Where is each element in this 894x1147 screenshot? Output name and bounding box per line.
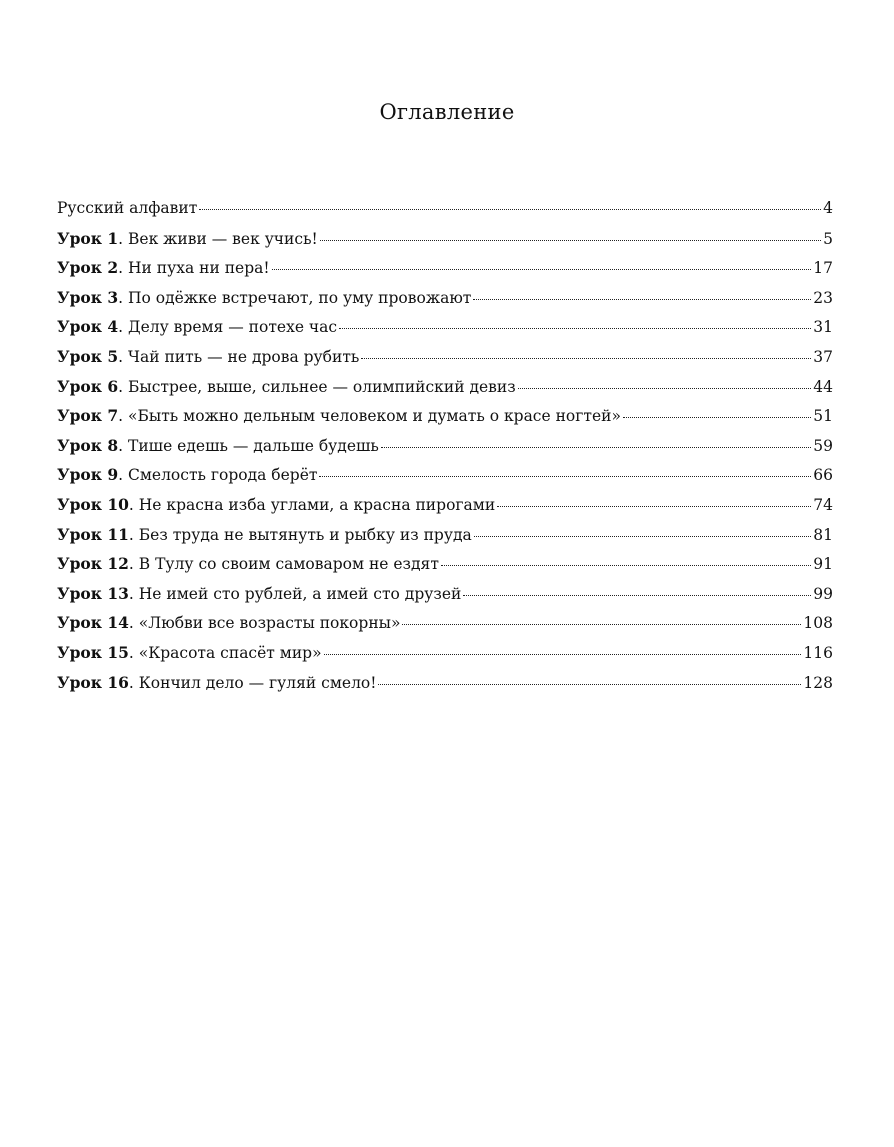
- lesson-number: Урок 4: [57, 317, 119, 337]
- toc-entry-title: Век живи — век учись!: [128, 229, 318, 248]
- toc-entry-label: [57, 199, 197, 217]
- table-of-contents: [57, 199, 833, 702]
- lesson-number-separator: .: [118, 407, 128, 426]
- toc-entry-title: Не красна изба углами, а красна пирогами: [138, 495, 496, 514]
- page-number: 91: [813, 555, 833, 574]
- toc-entry[interactable]: [57, 288, 833, 318]
- dot-leader: [272, 269, 812, 270]
- dot-leader: [361, 358, 811, 359]
- toc-entry[interactable]: [57, 643, 833, 673]
- lesson-number-separator: .: [128, 673, 139, 692]
- toc-entry-title: Чай пить — не дрова рубить: [128, 347, 360, 366]
- toc-entry-label: [57, 436, 379, 455]
- lesson-number: Урок 7: [57, 406, 119, 426]
- page-number: 74: [813, 495, 833, 514]
- toc-entry[interactable]: [57, 495, 833, 525]
- dot-leader: [623, 417, 811, 418]
- lesson-number: Урок 5: [57, 346, 119, 366]
- toc-entry-label: [57, 613, 400, 632]
- lesson-number-separator: .: [118, 436, 128, 455]
- lesson-number-separator: .: [128, 643, 139, 662]
- page-number: 4: [823, 199, 833, 217]
- lesson-number-separator: .: [118, 288, 128, 307]
- lesson-number-separator: .: [128, 555, 139, 574]
- toc-entry[interactable]: [57, 673, 833, 703]
- dot-leader: [319, 476, 811, 477]
- toc-entry-title: Быстрее, выше, сильнее — олимпийский девиз: [128, 377, 516, 396]
- toc-entry[interactable]: [57, 406, 833, 436]
- toc-entry-label: [57, 406, 621, 425]
- toc-entry-label: [57, 347, 359, 366]
- toc-entry[interactable]: [57, 199, 833, 229]
- toc-entry[interactable]: [57, 584, 833, 614]
- toc-entry[interactable]: [57, 317, 833, 347]
- dot-leader: [320, 240, 821, 241]
- lesson-number: Урок 1: [57, 228, 119, 248]
- toc-entry-title: «Любви все возрасты покорны»: [138, 614, 401, 633]
- lesson-number: Урок 15: [57, 642, 129, 662]
- lesson-number-separator: .: [118, 466, 128, 485]
- toc-entry-label: [57, 525, 472, 544]
- lesson-number: Урок 14: [57, 613, 129, 633]
- dot-leader: [199, 209, 821, 210]
- dot-leader: [339, 328, 811, 329]
- dot-leader: [473, 299, 811, 300]
- lesson-number-separator: .: [118, 347, 128, 366]
- toc-entry[interactable]: [57, 347, 833, 377]
- lesson-number: Урок 10: [57, 494, 129, 514]
- lesson-number-separator: .: [118, 377, 128, 396]
- page-number: 23: [813, 288, 833, 307]
- lesson-number: Урок 16: [57, 672, 129, 692]
- lesson-number: Урок 8: [57, 435, 119, 455]
- toc-entry[interactable]: [57, 229, 833, 259]
- lesson-number-separator: .: [118, 318, 128, 337]
- lesson-number-separator: .: [118, 229, 128, 248]
- toc-entry-title: В Тулу со своим самоваром не ездят: [138, 555, 439, 574]
- toc-entry-title: Русский алфавит: [57, 199, 198, 217]
- dot-leader: [381, 447, 811, 448]
- dot-leader: [497, 506, 811, 507]
- toc-entry[interactable]: [57, 436, 833, 466]
- toc-entry-label: [57, 229, 318, 248]
- page-title: Оглавление: [379, 100, 515, 125]
- dot-leader: [441, 565, 811, 566]
- toc-entry-title: Ни пуха ни пера!: [128, 259, 270, 278]
- toc-entry[interactable]: [57, 258, 833, 288]
- toc-entry-title: Не имей сто рублей, а имей сто друзей: [138, 584, 462, 603]
- toc-entry-title: По одёжке встречают, по уму провожают: [128, 288, 472, 307]
- lesson-number-separator: .: [128, 525, 139, 544]
- toc-entry-label: [57, 258, 270, 277]
- page-number: 31: [813, 318, 833, 337]
- page-number: 37: [813, 347, 833, 366]
- toc-entry[interactable]: [57, 377, 833, 407]
- lesson-number-separator: .: [128, 614, 139, 633]
- lesson-number: Урок 11: [57, 524, 129, 544]
- page-number: 51: [813, 407, 833, 426]
- lesson-number-separator: .: [118, 259, 128, 278]
- lesson-number-separator: .: [128, 495, 139, 514]
- dot-leader: [474, 536, 812, 537]
- toc-entry-label: [57, 288, 471, 307]
- dot-leader: [324, 654, 802, 655]
- toc-entry-title: Кончил дело — гуляй смело!: [138, 673, 377, 692]
- toc-entry-label: [57, 554, 439, 573]
- toc-entry-title: «Красота спасёт мир»: [138, 643, 322, 662]
- lesson-number: Урок 6: [57, 376, 119, 396]
- toc-entry[interactable]: [57, 554, 833, 584]
- lesson-number: Урок 3: [57, 287, 119, 307]
- page-number: 66: [813, 466, 833, 485]
- dot-leader: [378, 684, 801, 685]
- dot-leader: [402, 624, 801, 625]
- lesson-number: Урок 12: [57, 554, 129, 574]
- dot-leader: [518, 388, 812, 389]
- toc-entry-title: Делу время — потехе час: [128, 318, 338, 337]
- lesson-number-separator: .: [128, 584, 139, 603]
- toc-entry-title: Без труда не вытянуть и рыбку из пруда: [138, 525, 472, 544]
- lesson-number: Урок 2: [57, 258, 119, 278]
- page-number: 116: [803, 643, 833, 662]
- toc-entry-label: [57, 495, 495, 514]
- toc-entry-label: [57, 465, 317, 484]
- toc-entry-title: Тише едешь — дальше будешь: [128, 436, 379, 455]
- toc-entry-title: Смелость города берёт: [128, 466, 318, 485]
- page-number: 59: [813, 436, 833, 455]
- page-number: 128: [803, 673, 833, 692]
- page-number: 17: [813, 259, 833, 278]
- toc-entry-label: [57, 377, 516, 396]
- toc-entry-label: [57, 584, 461, 603]
- page-number: 99: [813, 584, 833, 603]
- page-number: 81: [813, 525, 833, 544]
- lesson-number: Урок 13: [57, 583, 129, 603]
- page-number: 5: [823, 229, 833, 248]
- toc-entry[interactable]: [57, 465, 833, 495]
- toc-entry-label: [57, 643, 322, 662]
- toc-entry-label: [57, 673, 376, 692]
- toc-entry[interactable]: [57, 613, 833, 643]
- dot-leader: [463, 595, 811, 596]
- page-number: 44: [813, 377, 833, 396]
- lesson-number: Урок 9: [57, 465, 119, 485]
- toc-entry[interactable]: [57, 525, 833, 555]
- toc-entry-label: [57, 317, 337, 336]
- page-number: 108: [803, 614, 833, 633]
- toc-entry-title: «Быть можно дельным человеком и думать о красе ногтей»: [128, 407, 621, 426]
